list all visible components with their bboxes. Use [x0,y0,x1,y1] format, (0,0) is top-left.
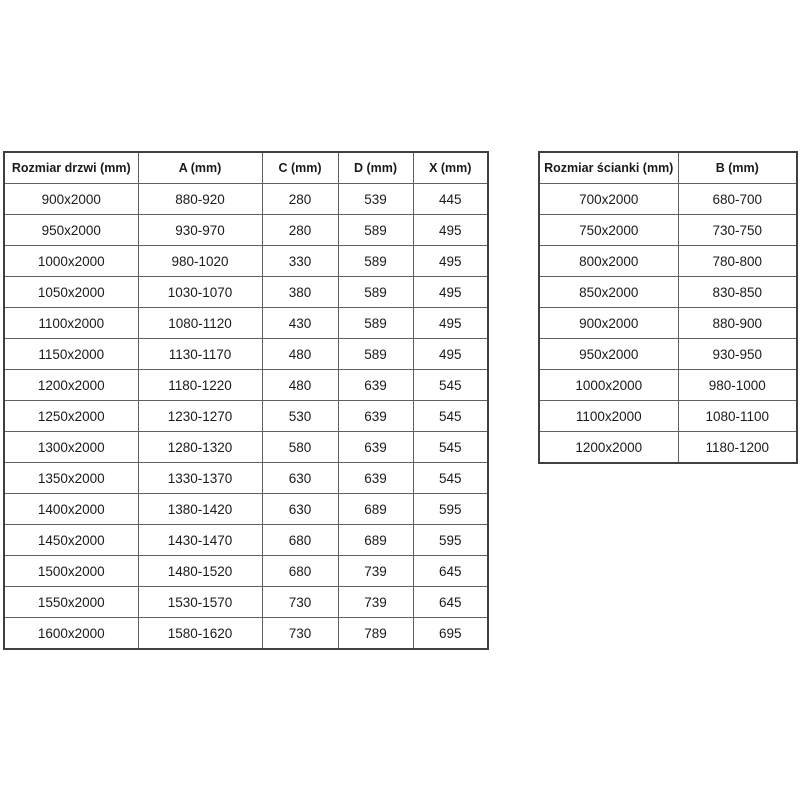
table-row [539,370,797,401]
table-cell: 639 [338,370,413,401]
table-cell: 700x2000 [539,184,678,215]
wall-sizes-table [538,151,798,464]
table-cell: 900x2000 [4,184,138,215]
table-cell: 1430-1470 [138,525,262,556]
column-header: D (mm) [338,152,413,184]
table-cell: 545 [413,463,488,494]
table-cell: 680-700 [678,184,797,215]
table-cell: 689 [338,494,413,525]
table-cell: 1450x2000 [4,525,138,556]
column-header: Rozmiar drzwi (mm) [4,152,138,184]
table-row [4,618,488,650]
table-cell: 680 [262,525,338,556]
table-cell: 1280-1320 [138,432,262,463]
table-cell: 1350x2000 [4,463,138,494]
table-cell: 950x2000 [4,215,138,246]
table-row [4,339,488,370]
table-row [4,246,488,277]
table-cell: 980-1020 [138,246,262,277]
table-row [539,308,797,339]
table-cell: 1100x2000 [4,308,138,339]
table-cell: 630 [262,463,338,494]
table-row [4,587,488,618]
table-cell: 980-1000 [678,370,797,401]
table-cell: 780-800 [678,246,797,277]
table-cell: 495 [413,277,488,308]
table-cell: 495 [413,215,488,246]
table-cell: 595 [413,494,488,525]
column-header: Rozmiar ścianki (mm) [539,152,678,184]
table-cell: 589 [338,339,413,370]
table-cell: 1200x2000 [4,370,138,401]
table-row [4,432,488,463]
table-cell: 1380-1420 [138,494,262,525]
table-row [4,308,488,339]
table-cell: 739 [338,556,413,587]
table-row [4,525,488,556]
table-cell: 330 [262,246,338,277]
table-row [4,184,488,215]
table-cell: 739 [338,587,413,618]
table-cell: 1480-1520 [138,556,262,587]
table-row [539,215,797,246]
header-row [4,152,488,184]
column-header: B (mm) [678,152,797,184]
column-header: C (mm) [262,152,338,184]
table-cell: 589 [338,215,413,246]
table-cell: 639 [338,401,413,432]
table-cell: 545 [413,401,488,432]
table-cell: 1100x2000 [539,401,678,432]
table-cell: 930-950 [678,339,797,370]
table-row [539,277,797,308]
table-cell: 430 [262,308,338,339]
table-cell: 800x2000 [539,246,678,277]
table-cell: 1030-1070 [138,277,262,308]
table-cell: 480 [262,339,338,370]
table-cell: 1200x2000 [539,432,678,464]
table-cell: 445 [413,184,488,215]
table-cell: 639 [338,463,413,494]
table-cell: 750x2000 [539,215,678,246]
table-row [4,277,488,308]
table-row [4,494,488,525]
table-row [4,401,488,432]
table-cell: 1500x2000 [4,556,138,587]
table-cell: 1180-1200 [678,432,797,464]
table-cell: 1530-1570 [138,587,262,618]
table-cell: 589 [338,308,413,339]
table-cell: 539 [338,184,413,215]
table-cell: 380 [262,277,338,308]
table-cell: 900x2000 [539,308,678,339]
table-cell: 1250x2000 [4,401,138,432]
table-row [539,184,797,215]
table-cell: 495 [413,246,488,277]
table-row [4,556,488,587]
table-cell: 1600x2000 [4,618,138,650]
table-cell: 695 [413,618,488,650]
table-cell: 850x2000 [539,277,678,308]
table-cell: 495 [413,308,488,339]
table-cell: 589 [338,277,413,308]
table-row [4,463,488,494]
table-cell: 1180-1220 [138,370,262,401]
table-cell: 1050x2000 [4,277,138,308]
table-cell: 1000x2000 [539,370,678,401]
table-cell: 1300x2000 [4,432,138,463]
table-cell: 280 [262,184,338,215]
table-row [539,339,797,370]
table-cell: 645 [413,587,488,618]
table-cell: 730 [262,587,338,618]
table-cell: 689 [338,525,413,556]
table-cell: 595 [413,525,488,556]
table-cell: 789 [338,618,413,650]
table-cell: 1080-1100 [678,401,797,432]
table-cell: 645 [413,556,488,587]
table-cell: 545 [413,432,488,463]
table-row [539,432,797,464]
column-header: X (mm) [413,152,488,184]
table-cell: 1580-1620 [138,618,262,650]
table-row [4,215,488,246]
table-cell: 639 [338,432,413,463]
table-row [539,401,797,432]
table-cell: 950x2000 [539,339,678,370]
table-cell: 1550x2000 [4,587,138,618]
table-cell: 730 [262,618,338,650]
table-cell: 589 [338,246,413,277]
table-row [4,370,488,401]
table-cell: 1080-1120 [138,308,262,339]
table-cell: 1230-1270 [138,401,262,432]
table-row [539,246,797,277]
table-cell: 730-750 [678,215,797,246]
table-cell: 1330-1370 [138,463,262,494]
table-cell: 580 [262,432,338,463]
table-cell: 1400x2000 [4,494,138,525]
table-cell: 880-900 [678,308,797,339]
table-cell: 830-850 [678,277,797,308]
table-cell: 630 [262,494,338,525]
table-cell: 930-970 [138,215,262,246]
table-cell: 530 [262,401,338,432]
table-cell: 545 [413,370,488,401]
header-row [539,152,797,184]
table-cell: 680 [262,556,338,587]
table-cell: 880-920 [138,184,262,215]
table-cell: 480 [262,370,338,401]
table-cell: 495 [413,339,488,370]
table-cell: 1150x2000 [4,339,138,370]
table-cell: 1130-1170 [138,339,262,370]
door-sizes-table [3,151,489,650]
column-header: A (mm) [138,152,262,184]
table-cell: 1000x2000 [4,246,138,277]
table-cell: 280 [262,215,338,246]
